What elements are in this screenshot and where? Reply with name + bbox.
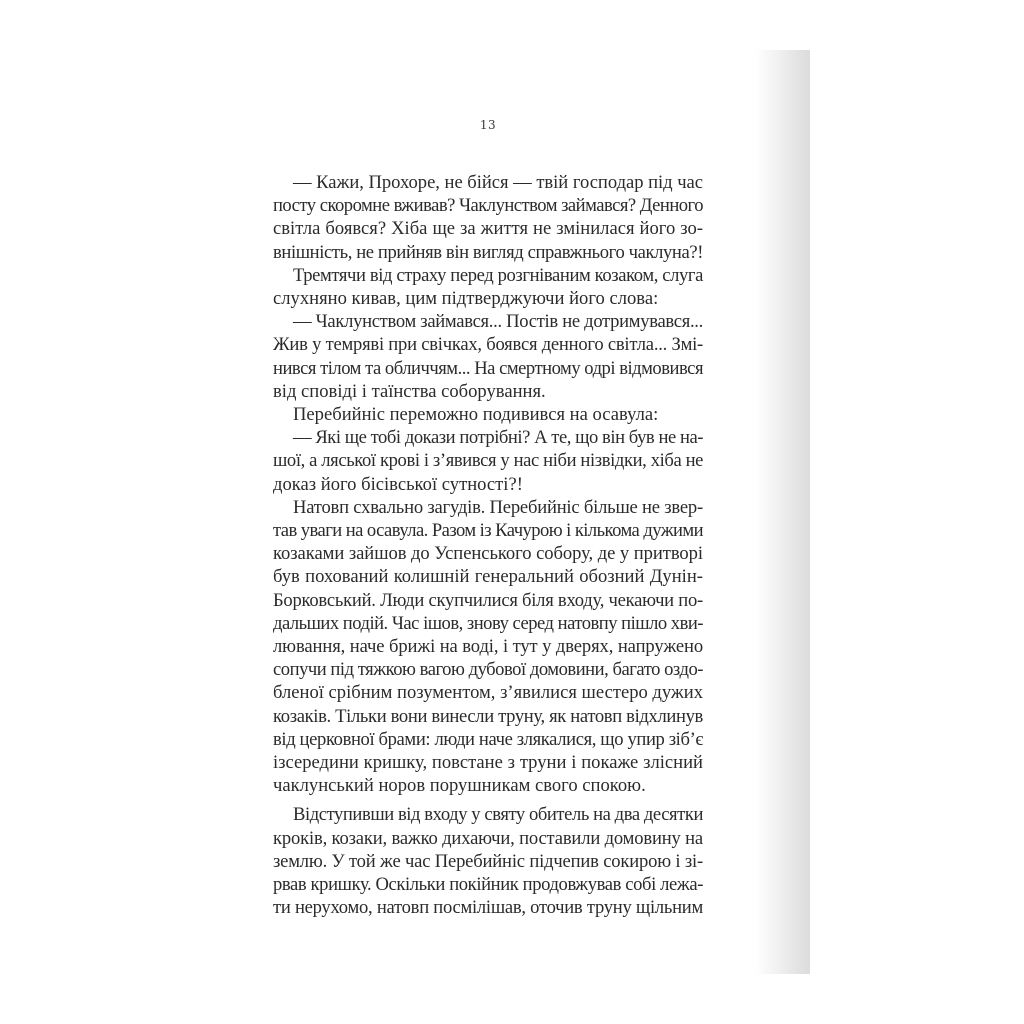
text-line: слухняно кивав, цим підтверджуючи його слова: — [273, 288, 659, 310]
body-text — [273, 171, 703, 920]
text-line: Жив у темряві при свічках, боявся денного світла... Змі- — [273, 334, 703, 356]
text-line: нився тілом та обличчям... На смертному одрі відмовився — [273, 357, 704, 379]
text-line: козаками зайшов до Успенського собору, де у притворі — [273, 543, 703, 565]
paragraph — [273, 310, 703, 403]
text-line: світла боявся? Хіба ще за життя не змінилася його зо- — [273, 218, 703, 240]
text-line: — Які ще тобі докази потрібні? А те, що він був не на- — [293, 427, 703, 449]
paragraph — [273, 496, 703, 798]
text-line: посту скоромне вживав? Чаклунством займався? Денного — [273, 195, 703, 217]
text-line: доказ його бісівської сутності?! — [273, 473, 523, 495]
text-line: рвав кришку. Оскільки покійник продовжував собі лежа- — [273, 874, 703, 896]
text-line: Відступивши від входу у святу обитель на два десятки — [293, 804, 703, 826]
text-line: — Чаклунством займався... Постів не дотримувався... — [293, 311, 703, 333]
text-line: від сповіді і таїнства соборування. — [273, 380, 546, 402]
paragraph — [273, 264, 703, 310]
text-line: від церковної брами: люди наче злякалися, що упир зіб’є — [273, 728, 703, 750]
text-line: був похований колишній генеральний обозний Дунін- — [273, 566, 703, 588]
text-line: Тремтячи від страху перед розгніваним козаком, слуга — [293, 264, 703, 286]
text-line: кроків, козаки, важко дихаючи, поставили домовину на — [273, 827, 704, 849]
text-line: дальших подій. Час ішов, знову серед натовпу пішло хви- — [273, 612, 703, 634]
text-line: козаків. Тільки вони винесли труну, як натовп відхлинув — [273, 705, 703, 727]
page-edge-shadow — [755, 50, 810, 974]
paragraph — [273, 171, 703, 264]
text-line: сопучи під тяжкою вагою дубової домовини, багато оздо- — [273, 659, 703, 681]
text-line: внішність, не прийняв він вигляд справжнього чаклуна?! — [273, 241, 704, 263]
text-line: землю. У той же час Перебийніс підчепив сокирою і зі- — [273, 850, 703, 872]
text-line: ізсередини кришку, повстане з труни і покаже злісний — [273, 752, 703, 774]
text-line: лювання, наче брижі на воді, і тут у дверях, напружено — [273, 636, 704, 658]
paragraph — [273, 403, 703, 426]
text-line: — Кажи, Прохоре, не бійся — твій господар під час — [293, 172, 703, 193]
text-line: шої, а ляської крові і з’явився у нас ніби нізвідки, хіба не — [273, 450, 704, 472]
page-number: 13 — [479, 118, 497, 132]
text-line: бленої срібним позументом, з’явилися шестеро дужих — [273, 682, 704, 704]
text-line: чаклунський норов порушникам свого спокою. — [273, 775, 646, 797]
text-line: Перебийніс переможно подивився на осавула: — [293, 404, 659, 426]
text-line: Борковський. Люди скупчилися біля входу, чекаючи по- — [273, 589, 703, 611]
text-line: ти нерухомо, натовп посмілішав, оточив труну щільним — [273, 897, 704, 919]
text-line: Натовп схвально загудів. Перебийніс більше не звер- — [293, 496, 703, 518]
paragraph — [273, 803, 703, 919]
text-line: тав уваги на осавула. Разом із Качурою і кількома дужими — [273, 520, 703, 542]
paragraph — [273, 426, 703, 496]
